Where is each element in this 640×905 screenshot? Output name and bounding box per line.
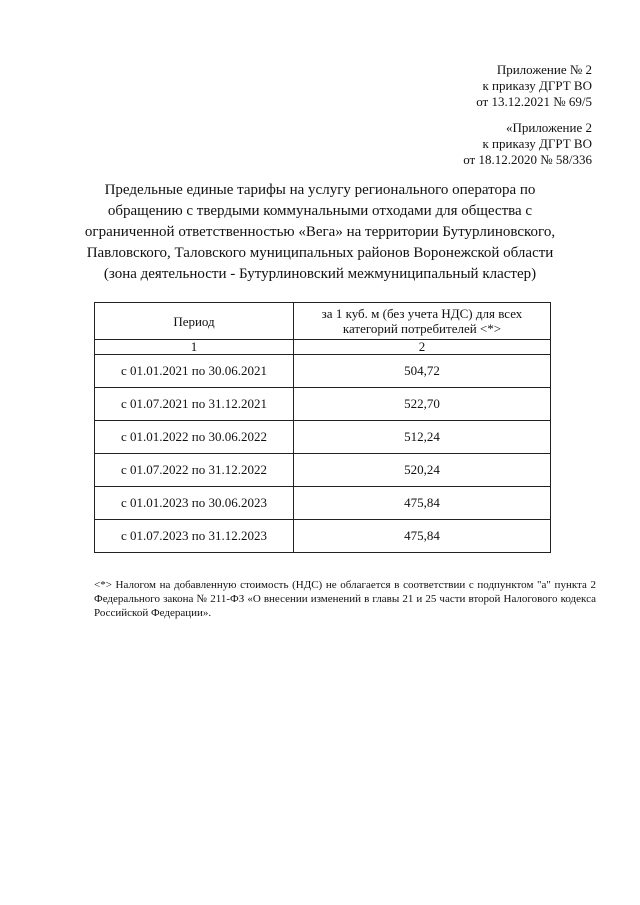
title-line-1: Предельные единые тарифы на услугу регионального оператора по <box>104 182 536 198</box>
tariff-table <box>94 302 551 553</box>
table-row <box>95 520 551 553</box>
annex-current-reference <box>476 62 592 110</box>
period-cell: с 01.01.2021 по 30.06.2021 <box>95 355 294 388</box>
title-line-3: ограниченной ответственностью «Вега» на территории Бутурлиновского, <box>84 224 556 240</box>
table-row <box>95 355 551 388</box>
table-row <box>95 454 551 487</box>
tariff-value-cell: 520,24 <box>294 454 551 487</box>
period-cell: с 01.07.2022 по 31.12.2022 <box>95 454 294 487</box>
header-tariff-line-1: за 1 куб. м (без учета НДС) для всех <box>321 306 523 321</box>
table-row <box>95 388 551 421</box>
footnote: <*> Налогом на добавленную стоимость (НДС) не облагается в соответствии с подпунктом "а" пункта 2 Федерального закона № 211-ФЗ «О внесении изменений в главы 21 и 25 части второй Налогового кодекса Российской Федерации». <box>94 579 596 619</box>
tariff-value-cell: 475,84 <box>294 520 551 553</box>
title-line-5: (зона деятельности - Бутурлиновский межмуниципальный кластер) <box>103 266 537 282</box>
period-cell: с 01.07.2023 по 31.12.2023 <box>95 520 294 553</box>
document-title <box>60 180 580 285</box>
annex-current-line-1: Приложение № 2 <box>496 62 592 77</box>
period-cell: с 01.07.2021 по 31.12.2021 <box>95 388 294 421</box>
annex-current-line-2: к приказу ДГРТ ВО <box>482 78 592 93</box>
table-row <box>95 487 551 520</box>
column-number-row <box>95 340 551 355</box>
header-tariff <box>294 303 551 340</box>
tariff-value-cell: 475,84 <box>294 487 551 520</box>
header-period: Период <box>95 303 294 340</box>
annex-previous-line-1: «Приложение 2 <box>505 120 592 135</box>
header-tariff-line-2: категорий потребителей <*> <box>342 321 502 336</box>
table-header-row <box>95 303 551 340</box>
table-row <box>95 421 551 454</box>
annex-previous-line-2: к приказу ДГРТ ВО <box>482 136 592 151</box>
annex-previous-line-3: от 18.12.2020 № 58/336 <box>463 152 592 167</box>
annex-current-line-3: от 13.12.2021 № 69/5 <box>476 94 592 109</box>
tariff-value-cell: 522,70 <box>294 388 551 421</box>
title-line-4: Павловского, Таловского муниципальных районов Воронежской области <box>86 245 554 261</box>
column-number-1: 1 <box>95 340 294 355</box>
column-number-2: 2 <box>294 340 551 355</box>
period-cell: с 01.01.2022 по 30.06.2022 <box>95 421 294 454</box>
tariff-value-cell: 504,72 <box>294 355 551 388</box>
period-cell: с 01.01.2023 по 30.06.2023 <box>95 487 294 520</box>
title-line-2: обращению с твердыми коммунальными отходами для общества с <box>107 203 533 219</box>
tariff-value-cell: 512,24 <box>294 421 551 454</box>
annex-previous-reference <box>463 120 592 168</box>
